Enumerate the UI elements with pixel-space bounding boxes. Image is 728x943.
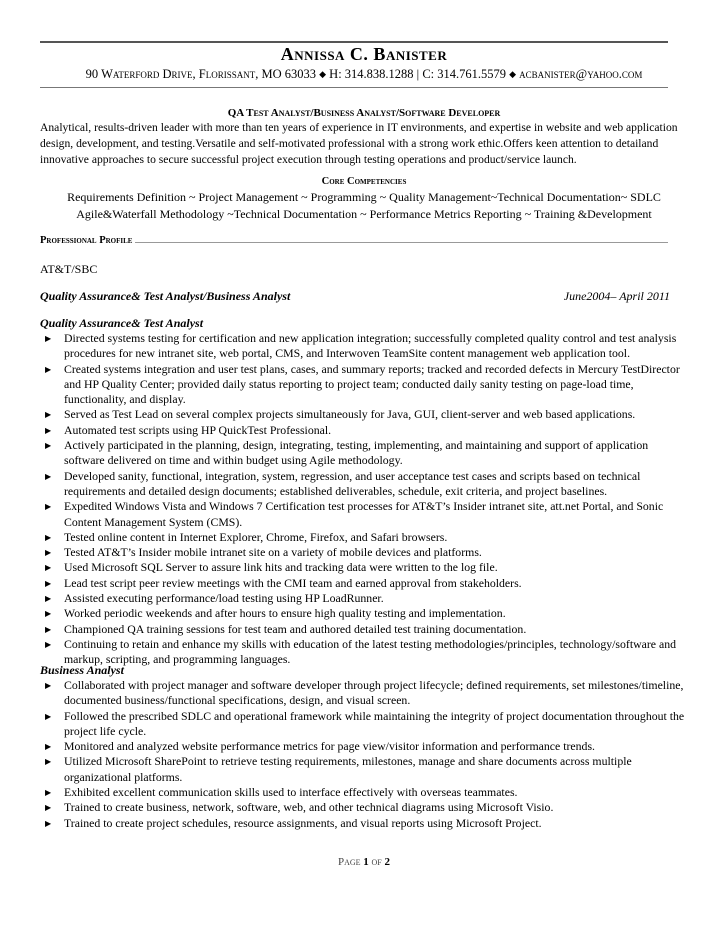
bullet-arrow-icon: ▶ xyxy=(45,681,52,690)
bullet-text: Monitored and analyzed website performance metrics for page view/visitor information and performance trends. xyxy=(64,739,595,754)
bullet-item xyxy=(40,438,690,469)
bullet-item xyxy=(40,331,690,362)
summary-paragraph: Analytical, results-driven leader with more than ten years of experience in IT environments, and expertise in website and web application design, development, and testing.Versatile and self-motivated professional with a strong work ethic.Offers keen attention to detailand innovative approaches to secure successful project execution through testing operations and product/service launch. xyxy=(40,121,678,167)
bullet-item xyxy=(40,423,690,438)
job-dates: June2004– April 2011 xyxy=(563,289,670,303)
bullet-text: Created systems integration and user test plans, cases, and summary reports; tracked and recorded defects in Mercury TestDirector and HP Quality Center; provided daily status reporting to project team; conducted daily sanity testing on page-load time, functionality, and display. xyxy=(64,361,680,407)
bullet-arrow-icon: ▶ xyxy=(45,548,52,558)
bullet-item xyxy=(40,362,690,408)
bullet-item xyxy=(40,606,690,621)
bullet-text: Automated test scripts using HP QuickTest Professional. xyxy=(64,422,332,437)
bullet-text: Used Microsoft SQL Server to assure link hits and tracking data were written to the log file. xyxy=(64,560,498,575)
bullet-item xyxy=(40,785,690,800)
bullet-arrow-icon: ▶ xyxy=(45,624,52,634)
bullet-text: Served as Test Lead on several complex projects simultaneously for Java, GUI, client-server and web based applications. xyxy=(64,407,636,422)
bullet-text: Actively participated in the planning, design, integrating, testing, implementing, and maintaining and support of application software delivered on time and within budget using Agile methodology. xyxy=(64,438,649,468)
bullet-text: Trained to create project schedules, resource assignments, and visual reports using Microsoft Project. xyxy=(64,815,542,830)
bullet-item xyxy=(40,407,690,422)
bullet-item xyxy=(40,739,690,754)
bullet-arrow-icon: ▶ xyxy=(45,563,52,573)
bullet-arrow-icon: ▶ xyxy=(45,334,52,343)
role-title: Quality Assurance& Test Analyst xyxy=(40,316,204,330)
bullet-arrow-icon: ▶ xyxy=(45,788,52,798)
bullet-text: Developed sanity, functional, integration, system, regression, and user acceptance test cases and scripts based on technical requirements and detailed design documents; established deliverables, schedule, exit criteria, and project baselines. xyxy=(64,468,641,498)
diamond-separator-icon: ◆ xyxy=(509,69,517,79)
bullet-item xyxy=(40,622,690,637)
bullet-arrow-icon: ▶ xyxy=(45,594,52,604)
core-competencies-title: Core Competencies xyxy=(321,176,407,187)
company-name: AT&T/SBC xyxy=(40,262,98,276)
bullet-arrow-icon: ▶ xyxy=(45,441,52,451)
bullet-arrow-icon: ▶ xyxy=(45,639,52,649)
bullet-arrow-icon: ▶ xyxy=(45,502,52,512)
job-title: Quality Assurance& Test Analyst/Business Analyst xyxy=(40,289,291,303)
bullet-arrow-icon: ▶ xyxy=(45,818,52,828)
header-top-rule xyxy=(40,41,668,43)
job-heading xyxy=(40,289,690,304)
header-bottom-rule xyxy=(40,87,668,88)
of-label: of xyxy=(371,856,382,868)
bullet-item xyxy=(40,469,690,500)
bullet-arrow-icon: ▶ xyxy=(45,742,52,752)
bullet-text: Utilized Microsoft SharePoint to retrieve testing requirements, milestones, manage and share documents across multiple organizational platforms. xyxy=(64,754,632,784)
bullet-arrow-icon: ▶ xyxy=(45,364,52,374)
headline: QA Test Analyst/Business Analyst/Software Developer xyxy=(227,107,501,119)
bullet-list xyxy=(40,331,690,668)
email: acbanister@yahoo.com xyxy=(519,67,643,81)
candidate-name: Annissa C. Banister xyxy=(280,44,448,64)
bullet-item xyxy=(40,499,690,530)
pipe-separator: | xyxy=(416,67,420,81)
bullet-text: Tested AT&T’s Insider mobile intranet site on a variety of mobile devices and platforms. xyxy=(64,545,482,560)
role-title: Business Analyst xyxy=(40,663,124,677)
diamond-separator-icon: ◆ xyxy=(319,69,327,79)
section-title: Professional Profile xyxy=(40,235,135,246)
bullet-text: Followed the prescribed SDLC and operational framework while maintaining the integrity of project documentation throughout the project life cycle. xyxy=(64,708,685,738)
bullet-arrow-icon: ▶ xyxy=(45,803,52,813)
bullet-arrow-icon: ▶ xyxy=(45,711,52,721)
bullet-item xyxy=(40,530,690,545)
bullet-text: Trained to create business, network, software, web, and other technical diagrams using Microsoft Visio. xyxy=(64,800,554,815)
contact-line xyxy=(0,67,728,82)
bullet-text: Championed QA training sessions for test team and authored detailed test training documentation. xyxy=(64,621,527,636)
bullet-text: Assisted executing performance/load testing using HP LoadRunner. xyxy=(64,591,384,606)
bullet-item xyxy=(40,816,690,831)
bullet-text: Directed systems testing for certification and new application integration; successfully completed quality control and test analysis procedures for new intranet site, web portal, CMS, and Interwoven TeamSite content management web application tool. xyxy=(64,331,677,361)
bullet-arrow-icon: ▶ xyxy=(45,471,52,481)
section-heading xyxy=(40,235,668,249)
bullet-text: Lead test script peer review meetings with the CMI team and earned approval from stakeholders. xyxy=(64,575,522,590)
cell-phone: C: 314.761.5579 xyxy=(422,67,506,81)
bullet-text: Worked periodic weekends and after hours to ensure high quality testing and implementation. xyxy=(64,606,506,621)
page-footer xyxy=(0,856,728,868)
bullet-item xyxy=(40,591,690,606)
bullet-arrow-icon: ▶ xyxy=(45,425,52,435)
bullet-item xyxy=(40,545,690,560)
bullet-text: Continuing to retain and enhance my skills with education of the latest testing methodologies/principles, technology/software and markup, scripting, and programming languages. xyxy=(64,636,676,667)
bullet-text: Exhibited excellent communication skills used to interface effectively with overseas teammates. xyxy=(64,785,518,800)
bullet-text: Expedited Windows Vista and Windows 7 Certification test processes for AT&T’s Insider intranet site, att.net Portal, and Sonic Content Management System (CMS). xyxy=(64,499,664,529)
bullet-arrow-icon: ▶ xyxy=(45,757,52,767)
bullet-arrow-icon: ▶ xyxy=(45,609,52,619)
bullet-item xyxy=(40,560,690,575)
core-competencies-line: Agile&Waterfall Methodology ~Technical Documentation ~ Performance Metrics Reporting ~ Training &Development xyxy=(76,207,652,221)
bullet-item xyxy=(40,637,690,668)
core-competencies-line: Requirements Definition ~ Project Management ~ Programming ~ Quality Management~Technical Documentation~ SDLC xyxy=(67,190,661,204)
page-label: Page xyxy=(337,856,361,868)
bullet-arrow-icon: ▶ xyxy=(45,578,52,588)
page-total: 2 xyxy=(384,856,391,868)
bullet-text: Collaborated with project manager and software developer through project lifecycle; defined requirements, set milestones/timeline, documented business/functional specifications, design, and visual screen. xyxy=(64,678,684,708)
bullet-item xyxy=(40,754,690,785)
bullet-text: Tested online content in Internet Explorer, Chrome, Firefox, and Safari browsers. xyxy=(64,529,448,544)
bullet-list xyxy=(40,678,690,831)
bullet-arrow-icon: ▶ xyxy=(45,410,52,420)
bullet-item xyxy=(40,678,690,709)
bullet-item xyxy=(40,800,690,815)
address: 90 Waterford Drive, Florissant, MO 63033 xyxy=(85,67,316,81)
bullet-item xyxy=(40,576,690,591)
bullet-arrow-icon: ▶ xyxy=(45,532,52,542)
page-number: 1 xyxy=(363,856,369,868)
bullet-item xyxy=(40,709,690,740)
home-phone: H: 314.838.1288 xyxy=(329,67,414,81)
